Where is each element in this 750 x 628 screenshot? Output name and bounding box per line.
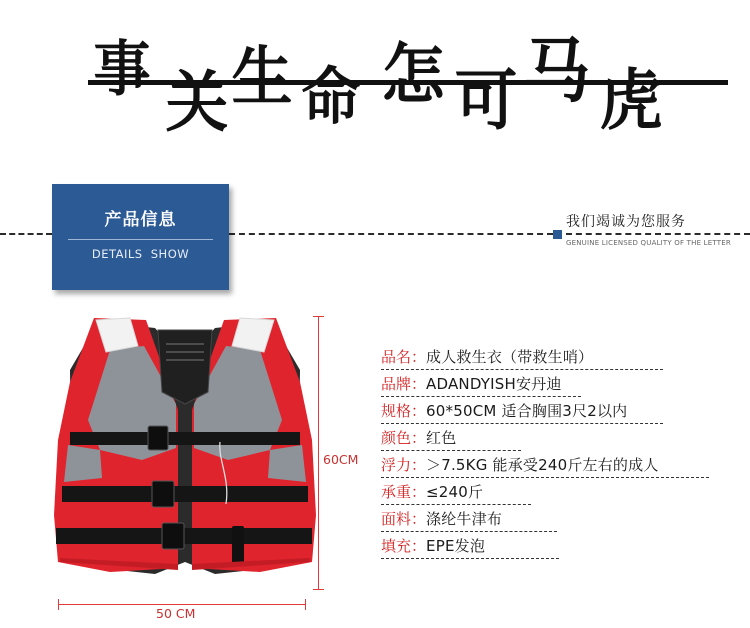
- spec-label: 规格：: [381, 402, 427, 420]
- width-dimension-tick-left: [58, 599, 59, 610]
- width-label: 50 CM: [156, 606, 196, 621]
- spec-value: ≤240斤: [426, 483, 484, 501]
- divider-right: [229, 233, 553, 235]
- spec-underline: [381, 369, 663, 370]
- width-dimension-line: [58, 604, 306, 605]
- service-slogan: [566, 211, 742, 247]
- slogan-char: 怎: [381, 36, 445, 113]
- spec-label: 颜色：: [381, 429, 427, 447]
- slogan-char: 马: [523, 30, 591, 112]
- slogan-char: 可: [454, 62, 518, 139]
- spec-underline: [381, 477, 709, 478]
- spec-value: EPE发泡: [426, 537, 486, 555]
- spec-underline: [381, 423, 663, 424]
- spec-label: 填充：: [381, 537, 427, 555]
- slogan-char: 关: [165, 64, 229, 141]
- divider-left: [0, 233, 52, 235]
- slogan-banner: [0, 0, 750, 170]
- spec-underline: [381, 504, 531, 505]
- service-subtitle: GENUINE LICENSED QUALITY OF THE LETTER: [566, 239, 731, 247]
- section-header-badge: [52, 184, 229, 290]
- spec-underline: [381, 531, 557, 532]
- slogan-char: 虎: [599, 62, 663, 139]
- height-dimension-tick-top: [313, 316, 324, 317]
- spec-value: ＞7.5KG 能承受240斤左右的成人: [426, 456, 659, 474]
- spec-label: 品牌：: [381, 375, 427, 393]
- service-title: 我们竭诚为您服务: [566, 214, 686, 230]
- spec-value: 成人救生衣（带救生哨）: [426, 348, 594, 366]
- spec-list: [381, 346, 659, 562]
- spec-label: 面料：: [381, 510, 427, 528]
- spec-row-load: [381, 481, 659, 508]
- slogan-char: 命: [301, 60, 361, 133]
- service-marker-icon: [553, 230, 562, 239]
- spec-label: 品名：: [381, 348, 427, 366]
- spec-underline: [381, 396, 581, 397]
- slogan-char: 生: [231, 41, 293, 115]
- spec-row-color: [381, 427, 659, 454]
- spec-row-brand: [381, 373, 659, 400]
- product-image: [40, 300, 330, 600]
- spec-row-size: [381, 400, 659, 427]
- spec-row-fabric: [381, 508, 659, 535]
- height-label: 60CM: [323, 452, 359, 467]
- section-title-rule: [68, 239, 213, 240]
- width-dimension-tick-right: [305, 599, 306, 610]
- slogan-char: 事: [93, 35, 151, 105]
- spec-value: 红色: [426, 429, 457, 447]
- height-dimension-tick-bottom: [313, 589, 324, 590]
- section-title: 产品信息: [104, 210, 177, 230]
- height-dimension-line: [318, 316, 319, 590]
- spec-row-buoyancy: [381, 454, 659, 481]
- spec-underline: [381, 450, 521, 451]
- section-subtitle: DETAILS SHOW: [91, 247, 190, 261]
- spec-row-filling: [381, 535, 659, 562]
- spec-underline: [381, 558, 559, 559]
- spec-row-name: [381, 346, 659, 373]
- spec-label: 浮力：: [381, 456, 427, 474]
- spec-value: ADANDYISH安丹迪: [426, 375, 562, 393]
- spec-value: 涤纶牛津布: [426, 510, 503, 528]
- spec-value: 60*50CM 适合胸围3尺2以内: [426, 402, 628, 420]
- life-vest-icon: [40, 300, 330, 600]
- spec-label: 承重：: [381, 483, 427, 501]
